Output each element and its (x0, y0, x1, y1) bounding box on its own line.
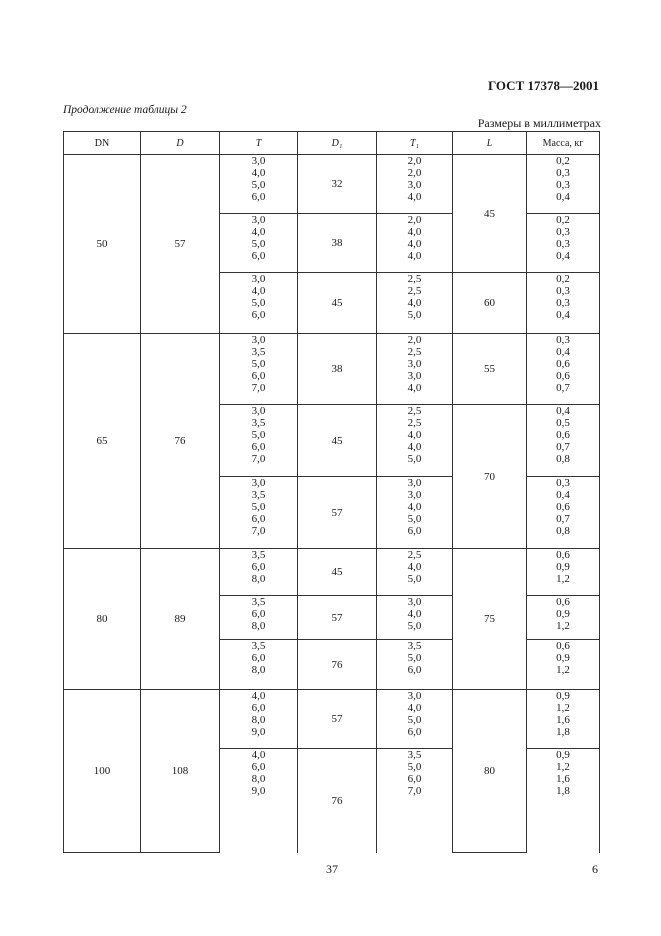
cell-t (220, 549, 298, 596)
cell-t1-value: 4,0 (407, 501, 422, 513)
cell-t-value: 4,0 (251, 690, 266, 702)
cell-dn: 100 (64, 690, 141, 853)
cell-t1-value: 5,0 (407, 513, 422, 525)
cell-t-value: 6,0 (251, 652, 266, 664)
cell-t1-value: 4,0 (407, 441, 422, 453)
cell-t1-value: 5,0 (407, 453, 422, 465)
cell-t1-value: 5,0 (407, 620, 422, 632)
cell-t1 (377, 214, 453, 273)
cell-t1-value: 5,0 (407, 573, 422, 585)
cell-t-value: 3,5 (251, 489, 266, 501)
cell-t-value: 6,0 (251, 761, 266, 773)
cell-t-value: 5,0 (251, 429, 266, 441)
cell-t1 (377, 690, 453, 749)
cell-mass (527, 640, 600, 690)
cell-t-value: 3,0 (251, 273, 266, 285)
cell-t-value: 3,5 (251, 549, 266, 561)
cell-t (220, 690, 298, 749)
cell-mass-value: 0,7 (556, 382, 570, 394)
cell-t1-value: 4,0 (407, 238, 422, 250)
cell-t-value: 9,0 (251, 726, 266, 738)
cell-t1-value: 4,0 (407, 191, 422, 203)
dimensions-table (63, 131, 600, 853)
cell-t-value: 9,0 (251, 785, 266, 797)
cell-t-value: 6,0 (251, 250, 266, 262)
cell-mass-value: 1,2 (556, 664, 570, 676)
cell-t1-value: 2,5 (407, 417, 422, 429)
cell-t1 (377, 405, 453, 477)
cell-mass-value: 1,2 (556, 761, 570, 773)
cell-mass-value: 0,8 (556, 453, 570, 465)
cell-mass-value: 0,2 (556, 273, 570, 285)
cell-d1: 38 (298, 214, 377, 273)
cell-t1-value: 2,0 (407, 334, 422, 346)
cell-t1-value: 4,0 (407, 429, 422, 441)
cell-t-value: 3,0 (251, 477, 266, 489)
cell-d: 108 (141, 690, 220, 853)
cell-mass-value: 1,8 (556, 726, 570, 738)
cell-t-value: 6,0 (251, 191, 266, 203)
cell-mass-value: 0,6 (556, 370, 570, 382)
cell-t1-value: 2,5 (407, 285, 422, 297)
cell-t-value: 3,0 (251, 214, 266, 226)
cell-mass-value: 0,6 (556, 358, 570, 370)
cell-mass (527, 334, 600, 405)
cell-t1-value: 4,0 (407, 608, 422, 620)
cell-mass-value: 0,3 (556, 477, 570, 489)
cell-t-value: 4,0 (251, 226, 266, 238)
cell-t-value: 4,0 (251, 749, 266, 761)
cell-t-value: 8,0 (251, 773, 266, 785)
cell-t (220, 405, 298, 477)
cell-d: 76 (141, 334, 220, 549)
cell-mass-value: 0,4 (556, 489, 570, 501)
cell-t1-value: 3,0 (407, 358, 422, 370)
cell-mass-value: 0,3 (556, 238, 570, 250)
standard-number: ГОСТ 17378—2001 (487, 78, 599, 93)
cell-t1-value: 4,0 (407, 250, 422, 262)
cell-t1 (377, 549, 453, 596)
col-header-mass: Масса, кг (527, 132, 600, 155)
table-row (64, 549, 600, 596)
cell-mass-value: 0,4 (556, 191, 570, 203)
cell-t1-value: 4,0 (407, 561, 422, 573)
cell-mass-value: 0,3 (556, 285, 570, 297)
cell-dn: 65 (64, 334, 141, 549)
cell-mass-value: 1,2 (556, 620, 570, 632)
cell-t-value: 3,5 (251, 417, 266, 429)
cell-t1-value: 7,0 (407, 785, 422, 797)
cell-t-value: 7,0 (251, 453, 266, 465)
col-header-l: L (453, 132, 527, 155)
col-header-t: T (220, 132, 298, 155)
cell-t-value: 5,0 (251, 297, 266, 309)
cell-d: 57 (141, 155, 220, 334)
cell-t1-value: 6,0 (407, 726, 422, 738)
cell-mass-value: 0,3 (556, 167, 570, 179)
cell-t-value: 3,5 (251, 346, 266, 358)
cell-mass-value: 0,4 (556, 250, 570, 262)
cell-mass-value: 0,3 (556, 334, 570, 346)
cell-mass-value: 0,9 (556, 561, 570, 573)
units-caption: Размеры в миллиметрах (477, 116, 601, 130)
cell-t-value: 6,0 (251, 309, 266, 321)
cell-t-value: 3,0 (251, 155, 266, 167)
cell-t1-value: 6,0 (407, 773, 422, 785)
cell-mass (527, 273, 600, 334)
cell-d1: 45 (298, 549, 377, 596)
cell-t1-value: 2,0 (407, 167, 422, 179)
cell-mass-value: 0,7 (556, 441, 570, 453)
page-number: 37 (326, 862, 338, 876)
cell-mass-value: 0,9 (556, 749, 570, 761)
cell-t (220, 273, 298, 334)
cell-mass (527, 596, 600, 640)
cell-t-value: 5,0 (251, 358, 266, 370)
cell-t-value: 5,0 (251, 238, 266, 250)
cell-t1-value: 3,0 (407, 489, 422, 501)
cell-l: 60 (453, 273, 527, 334)
cell-d1: 45 (298, 405, 377, 477)
cell-l: 45 (453, 155, 527, 273)
cell-t-value: 8,0 (251, 620, 266, 632)
cell-mass-value: 0,3 (556, 297, 570, 309)
cell-mass-value: 1,2 (556, 573, 570, 585)
cell-l: 70 (453, 405, 527, 549)
cell-t1-value: 3,0 (407, 596, 422, 608)
cell-mass-value: 1,6 (556, 714, 570, 726)
cell-t1 (377, 273, 453, 334)
cell-t1 (377, 640, 453, 690)
cell-mass-value: 0,9 (556, 652, 570, 664)
cell-d1: 76 (298, 749, 377, 853)
cell-t-value: 8,0 (251, 573, 266, 585)
cell-mass (527, 405, 600, 477)
cell-t1-value: 3,5 (407, 749, 422, 761)
cell-d: 89 (141, 549, 220, 690)
cell-t1 (377, 749, 453, 853)
cell-t1-value: 4,0 (407, 702, 422, 714)
cell-t1 (377, 477, 453, 549)
cell-d1: 57 (298, 690, 377, 749)
cell-mass-value: 0,2 (556, 214, 570, 226)
cell-mass-value: 0,4 (556, 309, 570, 321)
cell-t1-value: 3,0 (407, 690, 422, 702)
cell-t (220, 155, 298, 214)
cell-mass-value: 0,6 (556, 429, 570, 441)
cell-t-value: 6,0 (251, 370, 266, 382)
cell-t-value: 4,0 (251, 285, 266, 297)
cell-t1-value: 2,5 (407, 549, 422, 561)
cell-t1-value: 2,0 (407, 155, 422, 167)
cell-t-value: 3,0 (251, 334, 266, 346)
cell-mass-value: 0,2 (556, 155, 570, 167)
cell-mass-value: 1,6 (556, 773, 570, 785)
cell-t1 (377, 155, 453, 214)
cell-t (220, 334, 298, 405)
cell-t-value: 3,0 (251, 405, 266, 417)
table-row (64, 334, 600, 405)
cell-dn: 80 (64, 549, 141, 690)
cell-t-value: 4,0 (251, 167, 266, 179)
cell-t-value: 6,0 (251, 513, 266, 525)
cell-mass (527, 549, 600, 596)
cell-t1-value: 4,0 (407, 226, 422, 238)
cell-t1-value: 3,0 (407, 179, 422, 191)
cell-t-value: 3,5 (251, 640, 266, 652)
cell-t-value: 6,0 (251, 441, 266, 453)
cell-mass (527, 155, 600, 214)
cell-t1-value: 3,5 (407, 640, 422, 652)
cell-t1-value: 2,5 (407, 405, 422, 417)
cell-t1-value: 5,0 (407, 652, 422, 664)
cell-t1-value: 4,0 (407, 297, 422, 309)
cell-mass-value: 0,9 (556, 608, 570, 620)
cell-mass (527, 214, 600, 273)
col-header-d: D (141, 132, 220, 155)
cell-t1-value: 3,0 (407, 370, 422, 382)
cell-l: 75 (453, 549, 527, 690)
cell-mass-value: 0,6 (556, 640, 570, 652)
cell-t1-value: 6,0 (407, 525, 422, 537)
table-row (64, 690, 600, 749)
cell-t1-value: 4,0 (407, 382, 422, 394)
cell-d1: 45 (298, 273, 377, 334)
table-row (64, 155, 600, 214)
cell-l: 80 (453, 690, 527, 853)
cell-t1-value: 5,0 (407, 761, 422, 773)
cell-mass-value: 0,6 (556, 501, 570, 513)
cell-t1-value: 2,0 (407, 214, 422, 226)
cell-t-value: 5,0 (251, 501, 266, 513)
cell-mass (527, 477, 600, 549)
cell-t (220, 596, 298, 640)
cell-t (220, 749, 298, 853)
cell-mass-value: 0,3 (556, 179, 570, 191)
cell-mass-value: 0,5 (556, 417, 570, 429)
cell-mass-value: 0,6 (556, 549, 570, 561)
cell-mass-value: 0,3 (556, 226, 570, 238)
cell-d1: 32 (298, 155, 377, 214)
cell-t (220, 640, 298, 690)
cell-t1-value: 6,0 (407, 664, 422, 676)
cell-mass-value: 1,2 (556, 702, 570, 714)
cell-t-value: 6,0 (251, 702, 266, 714)
table-body (64, 155, 600, 853)
cell-t1-value: 2,5 (407, 273, 422, 285)
cell-mass-value: 0,6 (556, 596, 570, 608)
table-header-row (64, 132, 600, 155)
cell-t-value: 8,0 (251, 664, 266, 676)
cell-t-value: 8,0 (251, 714, 266, 726)
cell-mass-value: 0,4 (556, 405, 570, 417)
col-header-d1: D₁ (298, 132, 377, 155)
cell-t1-value: 2,5 (407, 346, 422, 358)
cell-mass-value: 0,4 (556, 346, 570, 358)
cell-t-value: 6,0 (251, 608, 266, 620)
cell-mass-value: 0,7 (556, 513, 570, 525)
sheet-number: 6 (592, 862, 598, 876)
cell-t-value: 7,0 (251, 525, 266, 537)
cell-t-value: 5,0 (251, 179, 266, 191)
cell-t-value: 6,0 (251, 561, 266, 573)
cell-t1-value: 3,0 (407, 477, 422, 489)
table-continuation-caption: Продолжение таблицы 2 (63, 104, 187, 116)
cell-mass-value: 1,8 (556, 785, 570, 797)
cell-d1: 57 (298, 477, 377, 549)
cell-t (220, 214, 298, 273)
cell-t1-value: 5,0 (407, 714, 422, 726)
cell-l: 55 (453, 334, 527, 405)
cell-t1 (377, 334, 453, 405)
cell-d1: 76 (298, 640, 377, 690)
cell-t-value: 7,0 (251, 382, 266, 394)
cell-t1-value: 5,0 (407, 309, 422, 321)
cell-d1: 57 (298, 596, 377, 640)
cell-mass (527, 690, 600, 749)
cell-t (220, 477, 298, 549)
cell-t1 (377, 596, 453, 640)
cell-mass-value: 0,8 (556, 525, 570, 537)
col-header-t1: T₁ (377, 132, 453, 155)
cell-t-value: 3,5 (251, 596, 266, 608)
cell-d1: 38 (298, 334, 377, 405)
col-header-dn: DN (64, 132, 141, 155)
cell-dn: 50 (64, 155, 141, 334)
cell-mass (527, 749, 600, 853)
cell-mass-value: 0,9 (556, 690, 570, 702)
